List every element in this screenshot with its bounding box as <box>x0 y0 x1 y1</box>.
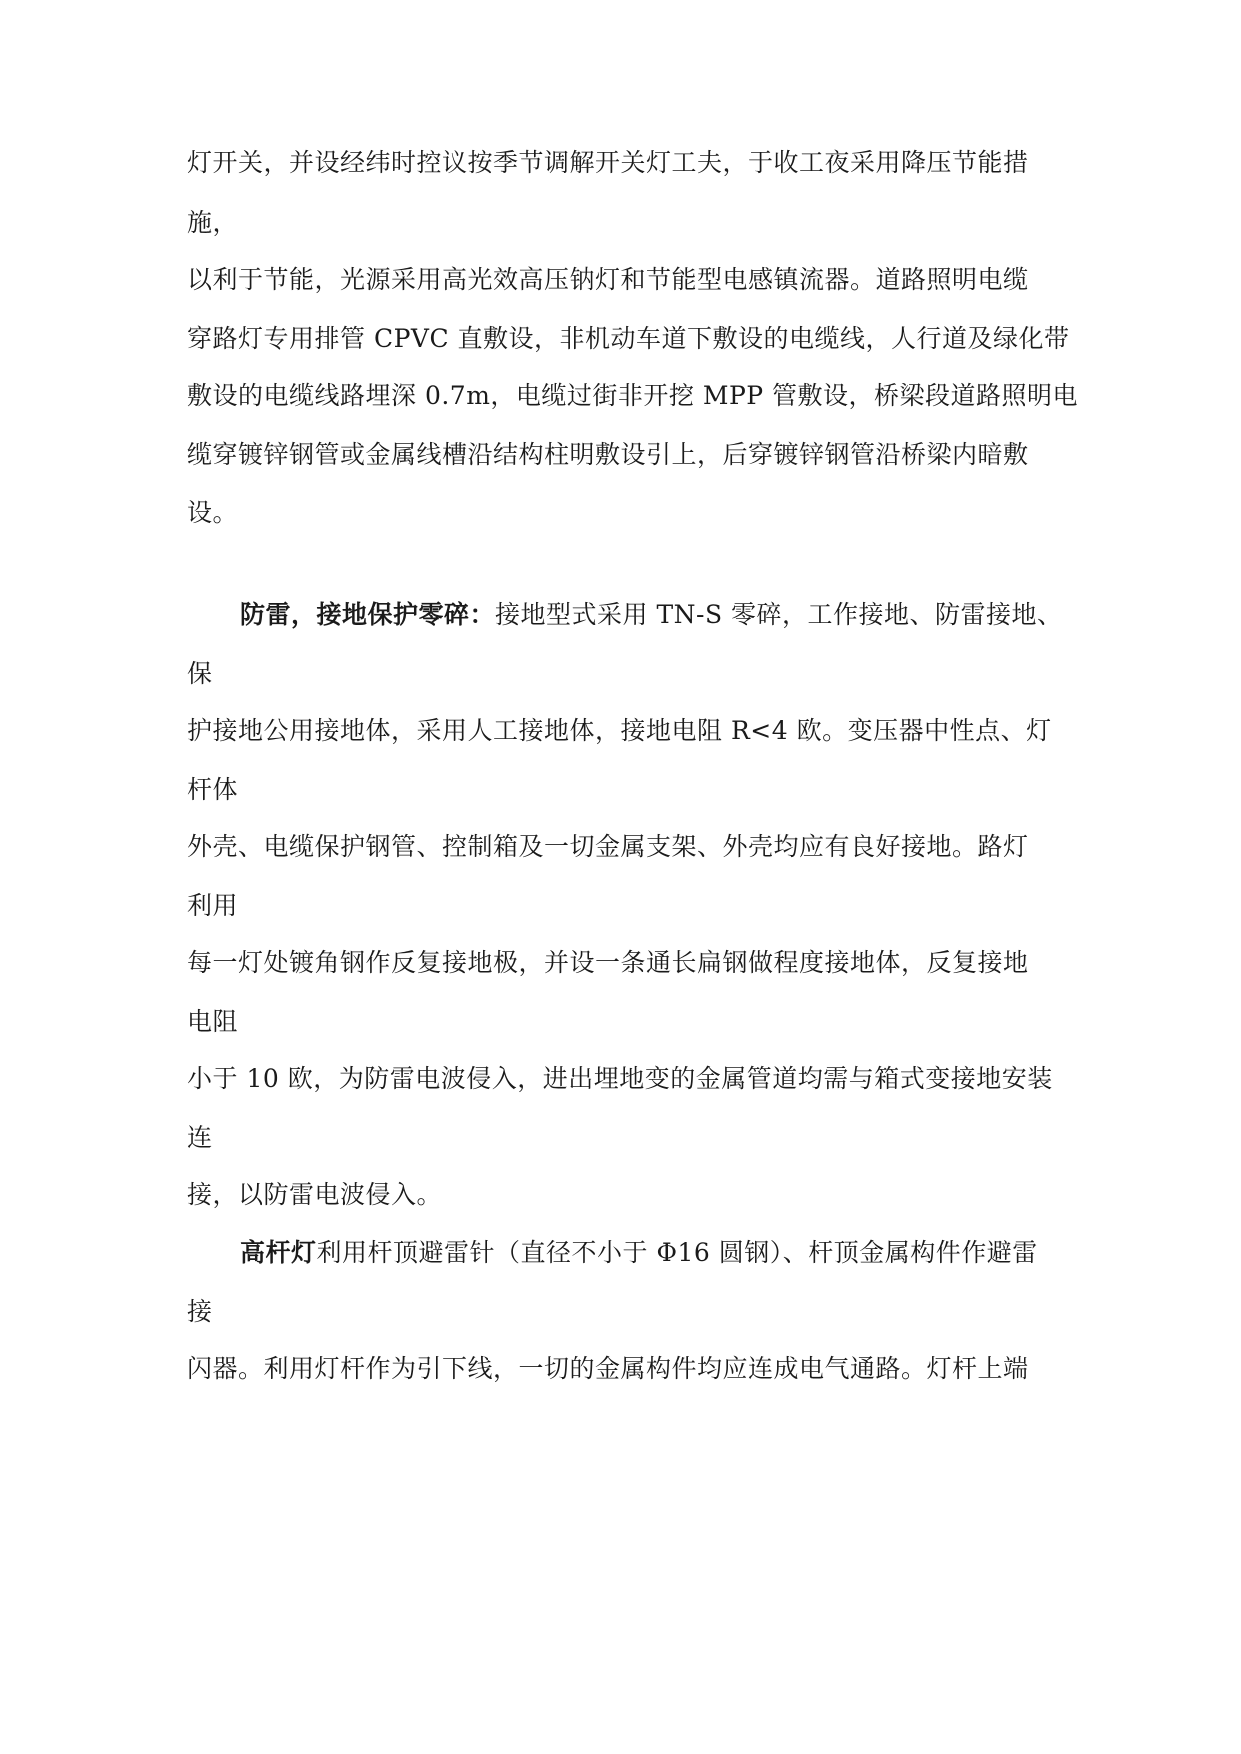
text-line: 灯开关，并设经纬时控议按季节调解开关灯工夫，于收工夜采用降压节能措 <box>187 148 1029 177</box>
text-segment: 利用杆顶避雷针（直径不小于 Φ16 圆钢）、杆顶金属构件作避雷 <box>316 1238 1038 1267</box>
paragraph-first-line <box>240 599 1140 631</box>
text-line: 小于 10 欧，为防雷电波侵入，进出埋地变的金属管道均需与箱式变接地安装 <box>187 1064 1053 1093</box>
section-heading-lightning-grounding: 防雷，接地保护零碎： <box>240 600 496 629</box>
text-line: 连 <box>187 1123 213 1152</box>
text-line: 每一灯处镀角钢作反复接地极，并设一条通长扁钢做程度接地体，反复接地 <box>187 948 1029 977</box>
text-segment: 接地型式采用 TN-S 零碎，工作接地、防雷接地、 <box>495 600 1063 629</box>
text-line: 外壳、电缆保护钢管、控制箱及一切金属支架、外壳均应有良好接地。路灯 <box>187 832 1029 861</box>
text-line: 利用 <box>187 891 239 920</box>
text-line: 施， <box>187 208 239 237</box>
text-line: 穿路灯专用排管 CPVC 直敷设，非机动车道下敷设的电缆线，人行道及绿化带 <box>187 324 1070 353</box>
text-line: 闪器。利用灯杆作为引下线，一切的金属构件均应连成电气通路。灯杆上端 <box>187 1354 1029 1383</box>
text-line: 接 <box>187 1297 213 1326</box>
text-line: 护接地公用接地体，采用人工接地体，接地电阻 R<4 欧。变压器中性点、灯 <box>187 716 1052 745</box>
paragraph-first-line <box>240 1237 1140 1269</box>
text-line: 杆体 <box>187 775 239 804</box>
text-line: 电阻 <box>187 1007 239 1036</box>
section-heading-high-mast-light: 高杆灯 <box>240 1238 317 1267</box>
text-line: 设。 <box>187 498 239 527</box>
text-line: 以利于节能，光源采用高光效高压钠灯和节能型电感镇流器。道路照明电缆 <box>187 265 1029 294</box>
text-line: 接，以防雷电波侵入。 <box>187 1180 443 1209</box>
text-line: 保 <box>187 659 213 688</box>
text-line: 敷设的电缆线路埋深 0.7m，电缆过街非开挖 MPP 管敷设，桥梁段道路照明电 <box>187 381 1079 410</box>
text-line: 缆穿镀锌钢管或金属线槽沿结构柱明敷设引上，后穿镀锌钢管沿桥梁内暗敷 <box>187 440 1029 469</box>
